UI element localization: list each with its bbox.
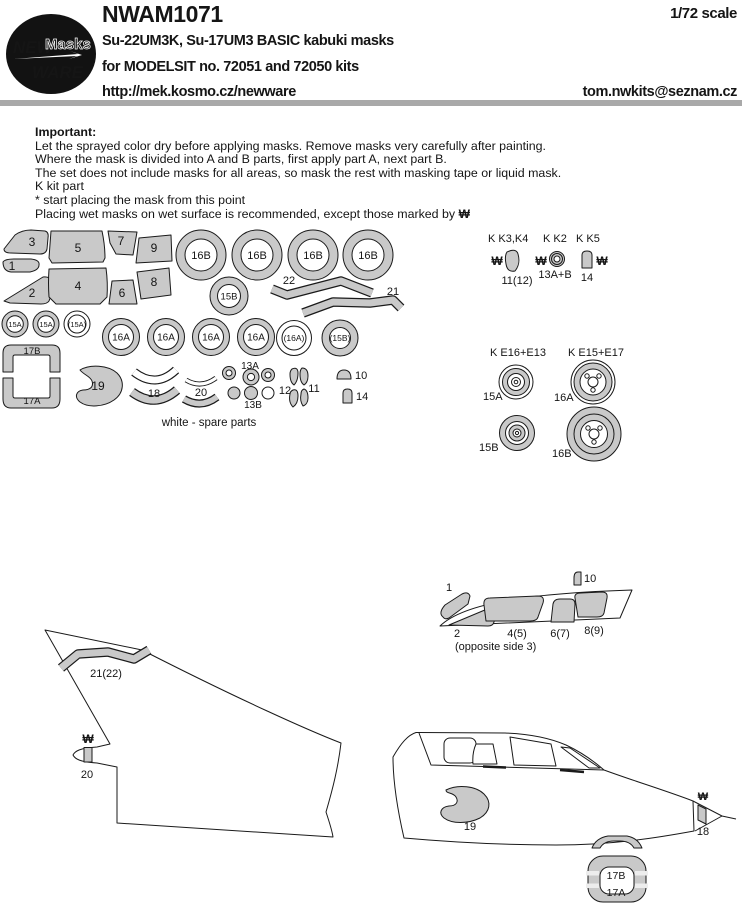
canopy-part-1-label: 1 (445, 582, 453, 594)
ring-17B-label: 17B (606, 870, 626, 882)
ring-label-16A: 16A (112, 332, 130, 344)
part-label-20: 20 (194, 387, 208, 399)
instruction-line: * start placing the mask from this point (35, 192, 246, 207)
wet-warning-icon: ₩ (535, 254, 547, 268)
canopy-part-4-5-label: 4(5) (507, 628, 527, 640)
ring-label-16B: 16B (247, 250, 267, 262)
canopy-part-2-label: 2 (453, 628, 461, 640)
fin-strip-label: 21(22) (90, 668, 122, 680)
fuselage-part-18 (698, 805, 706, 824)
logo-text-new: NEW (13, 38, 53, 57)
kit-part-14-label: 14 (580, 272, 594, 284)
ring-label-16B: 16B (191, 250, 211, 262)
ring-label-16A: 16A (247, 332, 265, 344)
ring-17A-label: 17A (606, 887, 626, 899)
spare-parts-caption: white - spare parts (161, 417, 257, 429)
instruction-line: K kit part (35, 179, 84, 194)
ring-label-15B-spare: (15B) (329, 333, 351, 343)
part-label-13A: 13A (241, 361, 259, 372)
fin-part-20-band (84, 748, 92, 763)
part-label-8: 8 (150, 275, 158, 289)
canopy-part-8-9 (575, 592, 607, 617)
part-label-4: 4 (74, 279, 82, 293)
sheet-part-10 (337, 370, 351, 379)
circle-label-15A-spare: (15A) (67, 320, 87, 329)
wheel-label-16A: 16A (554, 392, 574, 404)
strip-label-22: 22 (282, 275, 296, 287)
instructions-heading: Important: (35, 125, 97, 139)
ring-label-16A-spare: (16A) (283, 333, 305, 343)
scale-label: 1/72 scale (670, 5, 737, 22)
wheel-16B (567, 407, 621, 461)
canopy-part-4-5 (484, 596, 544, 621)
circle-label-15A: 15A (39, 320, 53, 329)
ring-label-16A: 16A (157, 332, 175, 344)
fuselage-part-19 (441, 787, 489, 823)
canopy-part-10 (574, 572, 581, 585)
ring-label-16B: 16B (303, 250, 323, 262)
wet-warning-icon: ₩ (596, 254, 608, 268)
part-label-10: 10 (355, 370, 368, 382)
kit-part-11-12-label: 11(12) (501, 275, 533, 287)
product-code: NWAM1071 (102, 1, 223, 27)
fin-diagram (45, 630, 341, 837)
wheel-15B (500, 416, 535, 451)
canopy-part-8-9-label: 8(9) (584, 625, 604, 637)
wheel-label-16B: 16B (552, 448, 572, 460)
circle-label-15A: 15A (8, 320, 22, 329)
part-label-9: 9 (150, 241, 158, 255)
bracket-label-17A: 17A (23, 396, 41, 407)
fuselage-part-18-label: 18 (696, 826, 710, 838)
logo-text-ware: WARE (32, 63, 83, 82)
fuselage-diagram (393, 733, 736, 903)
wheels-right-header: K E15+E17 (568, 347, 624, 359)
instruction-line: Where the mask is divided into A and B parts, first apply part A, next part B. (35, 152, 447, 167)
wet-warning-icon: ₩ (697, 791, 709, 803)
ring-label-16A: 16A (202, 332, 220, 344)
wet-warning-icon: ₩ (491, 254, 503, 268)
part-label-2: 2 (28, 286, 36, 300)
wet-warning-icon: ₩ (458, 206, 470, 221)
wheels-section (479, 347, 624, 461)
kit-part-14-shape (582, 251, 592, 268)
title-line-1: Su-22UM3K, Su-17UM3 BASIC kabuki masks (102, 33, 394, 49)
part-label-7: 7 (117, 234, 125, 248)
canopy-note: (opposite side 3) (455, 641, 537, 653)
part-label-1: 1 (8, 259, 16, 273)
wheel-16A (571, 360, 615, 404)
title-line-2: for MODELSIT no. 72051 and 72050 kits (102, 59, 359, 75)
canopy-part-6-7-label: 6(7) (550, 628, 570, 640)
intake-ring-17 (586, 856, 648, 902)
strip-label-21: 21 (386, 286, 400, 298)
wheels-left-header: K E16+E13 (490, 347, 546, 359)
wheel-15A (499, 365, 533, 399)
part-label-14: 14 (356, 391, 369, 403)
kit-group1-header: K K3,K4 (488, 233, 529, 245)
wheel-label-15B: 15B (479, 442, 499, 454)
sheet-part-14 (343, 389, 352, 403)
fin-part-20-label: 20 (80, 769, 94, 781)
website-url: http://mek.kosmo.cz/newware (102, 84, 296, 100)
part-label-19: 19 (91, 379, 105, 393)
instruction-line: Let the sprayed color dry before applying masks. Remove masks very carefully after painting. (35, 138, 547, 153)
instruction-line-text: Placing wet masks on wet surface is recommended, except those marked by (35, 206, 456, 221)
kit-part-13AB-label: 13A+B (538, 269, 572, 281)
contact-email: tom.nwkits@seznam.cz (582, 84, 737, 100)
sheet-13B-discs (228, 387, 274, 400)
part-label-13B: 13B (244, 400, 262, 411)
canopy-window-4 (561, 747, 600, 768)
part-label-12: 12 (278, 385, 292, 397)
kit-group3-header: K K5 (576, 233, 600, 245)
sheet-15B-ring (210, 277, 248, 315)
logo-text-masks: Masks (45, 36, 91, 53)
instruction-line: The set does not include masks for all areas, so mask the rest with masking tape or liquid mask. (35, 165, 562, 180)
canopy-diagram (440, 572, 632, 653)
kit-group2-header: K K2 (543, 233, 567, 245)
sheet-blades-11-12 (290, 368, 308, 407)
kit-part-11-12-shape (505, 250, 519, 271)
ring-label-16B: 16B (358, 250, 378, 262)
fuselage-part-19-label: 19 (463, 821, 477, 833)
part-label-5: 5 (74, 241, 82, 255)
ring-label-15B: 15B (220, 291, 238, 303)
canopy-window-2 (473, 744, 497, 764)
canopy-part-6-7 (551, 599, 575, 622)
part-label-18: 18 (147, 388, 161, 400)
fin-strip-21-22 (61, 650, 149, 668)
part-label-3: 3 (28, 235, 36, 249)
sheet-16A-rings (103, 319, 359, 357)
part-label-11: 11 (308, 383, 320, 395)
canopy-window-1 (444, 738, 476, 763)
canopy-part-1 (441, 593, 470, 619)
canopy-part-10-label: 10 (584, 573, 597, 585)
part-label-6: 6 (118, 286, 126, 300)
wet-warning-icon: ₩ (82, 732, 94, 746)
canopy-window-3 (510, 737, 556, 766)
bracket-label-17B: 17B (23, 346, 41, 357)
kit-part-groups (488, 233, 608, 287)
wheel-label-15A: 15A (483, 391, 503, 403)
